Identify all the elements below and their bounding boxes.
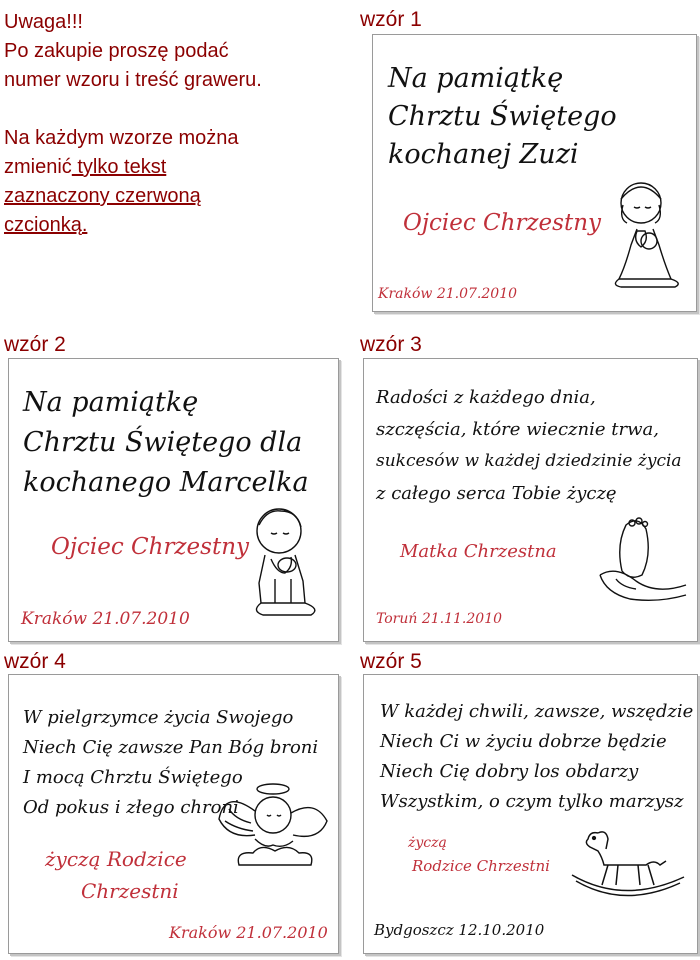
design-3-label: wzór 3 [360, 333, 422, 356]
design-3-line-3: sukcesów w każdej dziedzinie życia [376, 451, 682, 471]
design-5-line-4: Wszystkim, o czym tylko marzysz [380, 791, 684, 812]
design-3-line-2: szczęścia, które wiecznie trwa, [376, 419, 659, 440]
notice-line-1: Uwaga!!! [4, 11, 83, 33]
design-1-signature: Ojciec Chrzestny [403, 210, 602, 236]
notice-line-2: Po zakupie proszę podać [4, 40, 229, 62]
design-3-card[interactable] [363, 358, 698, 642]
design-3-signature: Matka Chrzestna [400, 541, 557, 562]
design-2-label: wzór 2 [4, 333, 66, 356]
design-1-line-1: Na pamiątkę [388, 63, 564, 94]
baby-foot-hand-icon [596, 515, 692, 605]
design-5-line-2: Niech Ci w życiu dobrze będzie [380, 731, 667, 752]
design-1-card[interactable] [372, 34, 697, 312]
design-3-footer: Toruń 21.11.2010 [376, 611, 503, 627]
notice-line-6: zaznaczony czerwoną [4, 185, 201, 207]
notice-line-7: czcionką. [4, 214, 88, 236]
notice-line-5 [4, 153, 354, 182]
design-4-signature-2: Chrzestni [81, 879, 179, 903]
design-1-line-3: kochanej Zuzi [388, 139, 579, 170]
design-4-label: wzór 4 [4, 650, 66, 673]
design-2-footer: Kraków 21.07.2010 [21, 609, 190, 629]
praying-boy-icon [241, 503, 329, 623]
design-5-signature-2: Rodzice Chrzestni [412, 857, 550, 875]
design-5-line-3: Niech Cię dobry los obdarzy [380, 761, 639, 782]
design-5-line-1: W każdej chwili, zawsze, wszędzie [380, 701, 694, 722]
notice-line-3: numer wzoru i treść graweru. [4, 69, 262, 91]
design-2-signature: Ojciec Chrzestny [51, 534, 250, 560]
design-2-line-3: kochanego Marcelka [23, 467, 309, 498]
design-4-line-2: Niech Cię zawsze Pan Bóg broni [23, 737, 319, 758]
design-4-line-1: W pielgrzymce życia Swojego [23, 707, 294, 728]
praying-girl-icon [601, 175, 691, 295]
design-1-label: wzór 1 [360, 8, 422, 31]
design-2-line-2: Chrztu Świętego dla [23, 427, 303, 458]
design-2-line-1: Na pamiątkę [23, 387, 199, 418]
design-1-footer: Kraków 21.07.2010 [378, 286, 518, 302]
rocking-horse-icon [568, 829, 688, 901]
notice-line-4: Na każdym wzorze można [4, 127, 239, 149]
design-3-line-4: z całego serca Tobie życzę [376, 483, 617, 504]
design-4-line-3: I mocą Chrztu Świętego [23, 767, 243, 788]
design-1-line-2: Chrztu Świętego [388, 101, 617, 132]
notice-line-5a: zmienić [4, 156, 72, 178]
design-2-card[interactable] [8, 358, 339, 642]
design-4-line-4: Od pokus i złego chroni [23, 797, 239, 818]
angel-cherub-icon [215, 779, 333, 871]
design-4-signature: życzą Rodzice [45, 847, 187, 871]
design-4-footer: Kraków 21.07.2010 [169, 923, 328, 942]
notice-line-5b: tylko tekst [71, 156, 167, 178]
design-5-card[interactable] [363, 674, 698, 954]
design-5-label: wzór 5 [360, 650, 422, 673]
design-5-signature: życzą [408, 835, 447, 851]
notice [4, 8, 354, 240]
design-5-footer: Bydgoszcz 12.10.2010 [374, 921, 545, 939]
design-4-card[interactable] [8, 674, 339, 954]
design-3-line-1: Radości z każdego dnia, [376, 387, 596, 408]
